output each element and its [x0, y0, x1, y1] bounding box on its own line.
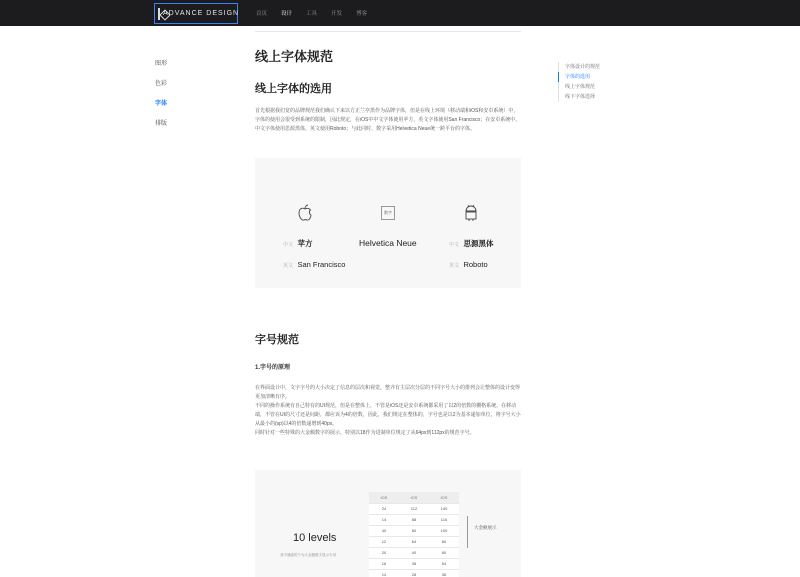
main-nav [256, 0, 381, 26]
toc-item-active[interactable]: 字体的选用 [558, 72, 600, 82]
table-cell: 100 [429, 525, 459, 536]
section-paragraph: 首先根据我们宽的品牌规范我们确认下来以方正兰亭黑作为品牌字体，但是在线上环境（移动端和iOS和安卓系统）中，字体的使用会很受到系统的限制，因此规定，在iOS中中文字体使用苹方，英文字体使用San Francisco；在安卓系统中，中文字体使用思源黑体，英文使用Roboto；与此同时，数字采用Helvetica Neue统一跨平台的字体。 [255, 108, 521, 132]
en-tag: 英文 [283, 263, 294, 269]
table-cell: 40 [369, 525, 399, 536]
table-cell: 24 [369, 503, 399, 514]
table-cell: 40 [399, 547, 429, 558]
numeric-font-icon: 数字 [381, 206, 395, 220]
brand-logo[interactable] [154, 3, 238, 24]
table-cell: 54 [429, 558, 459, 569]
logo-mark-icon [158, 8, 160, 20]
nav-item-home[interactable]: 首页 [256, 11, 268, 17]
table-cell: 116 [429, 514, 459, 525]
subsection-title: 1.字号的原理 [255, 365, 291, 371]
table-row [369, 503, 459, 514]
nav-item-design[interactable]: 设计 [281, 11, 293, 17]
sidebar-item-typography[interactable]: 字体 [155, 101, 168, 107]
toc-item[interactable]: 线上字体规范 [565, 84, 596, 90]
section-title: 字号规范 [255, 334, 299, 346]
android-icon [463, 204, 479, 222]
table-cell: 14 [369, 569, 399, 577]
table-cell: 28 [399, 569, 429, 577]
font-san-francisco: San Francisco [297, 260, 346, 269]
cn-tag: 中文 [283, 242, 294, 248]
levels-title: 10 levels [293, 532, 337, 544]
table-header: iOS [429, 492, 459, 503]
android-fonts [449, 233, 493, 272]
logo-text: ADVANCE DESIGN [163, 10, 240, 17]
toc-item[interactable]: 字体设计的规范 [565, 64, 601, 70]
table-row [369, 558, 459, 569]
toc-item[interactable]: 线下字体选择 [565, 94, 596, 100]
paragraph-line: 同时针对一些特殊的大金额数字的展示，特别以18作为进制单位规定了从64px到112px的规范字号。 [255, 430, 475, 436]
font-source-han: 思源黑体 [463, 239, 494, 248]
font-helvetica-neue: Helvetica Neue [359, 238, 417, 248]
table-row [369, 525, 459, 536]
font-size-table [369, 492, 459, 577]
table-cell: 80 [399, 525, 429, 536]
table-cell: 88 [399, 514, 429, 525]
font-pingfang: 苹方 [297, 239, 313, 248]
nav-item-dev[interactable]: 开发 [331, 11, 343, 17]
levels-caption: 其中涵盖的个为大金额数字显示专用 [280, 553, 336, 557]
page-title: 线上字体规范 [255, 49, 334, 64]
font-roboto: Roboto [463, 260, 488, 269]
table-row [369, 536, 459, 547]
paragraph-line: 在界面设计中，文字字号的大小决定了信息的层次和视觉，整齐有主层次分层的不同字号大小的排列会让整体的设计变得更加清晰有序。 [255, 385, 521, 400]
section-paragraph [255, 384, 521, 438]
font-size-panel [255, 470, 521, 577]
font-showcase-panel [255, 158, 521, 288]
table-cell: 20 [369, 547, 399, 558]
table-cell: 12 [369, 536, 399, 547]
table-cell: 16 [369, 558, 399, 569]
big-number-label: 大金额展示 [474, 525, 497, 530]
bracket-divider [467, 516, 468, 548]
en-tag: 英文 [449, 263, 460, 269]
sidebar [155, 60, 167, 140]
numeric-font [359, 233, 417, 251]
table-row [369, 569, 459, 577]
table-header: iOS [369, 492, 399, 503]
table-cell: 14 [369, 514, 399, 525]
sidebar-item-graphics[interactable]: 图形 [155, 61, 168, 67]
table-cell: 60 [429, 547, 459, 558]
table-row [369, 547, 459, 558]
table-cell: 112 [399, 503, 429, 514]
divider [255, 26, 521, 32]
nav-item-tools[interactable]: 工具 [306, 11, 318, 17]
table-cell: 140 [429, 503, 459, 514]
cn-tag: 中文 [449, 242, 460, 248]
main-content [255, 26, 521, 65]
table-header: iOS [399, 492, 429, 503]
table-cell: 80 [429, 536, 459, 547]
table-cell: 36 [429, 569, 459, 577]
paragraph-line: 不同的操作系统有自己特有的UI规范，但是在整体上，不管是iOS还是安卓系统都采用了以2的倍数的栅格系统，在移动端，不管在UI的尺寸还是间距，都应该为4的倍数，因此，我们规定在整体的，字号也是以2为基本递加单位，将字号大小从最小的(sp)以4的倍数递增到40px。 [255, 403, 521, 427]
table-of-contents [558, 62, 600, 102]
sidebar-item-color[interactable]: 色彩 [155, 81, 168, 87]
nav-item-blog[interactable]: 博客 [356, 11, 368, 17]
apple-icon [297, 204, 313, 222]
sidebar-item-layout[interactable]: 排版 [155, 121, 168, 127]
table-row [369, 514, 459, 525]
table-cell: 64 [399, 536, 429, 547]
top-navbar [0, 0, 800, 26]
table-cell: 36 [399, 558, 429, 569]
apple-fonts [283, 233, 345, 272]
section-title: 线上字体的选用 [255, 83, 332, 95]
